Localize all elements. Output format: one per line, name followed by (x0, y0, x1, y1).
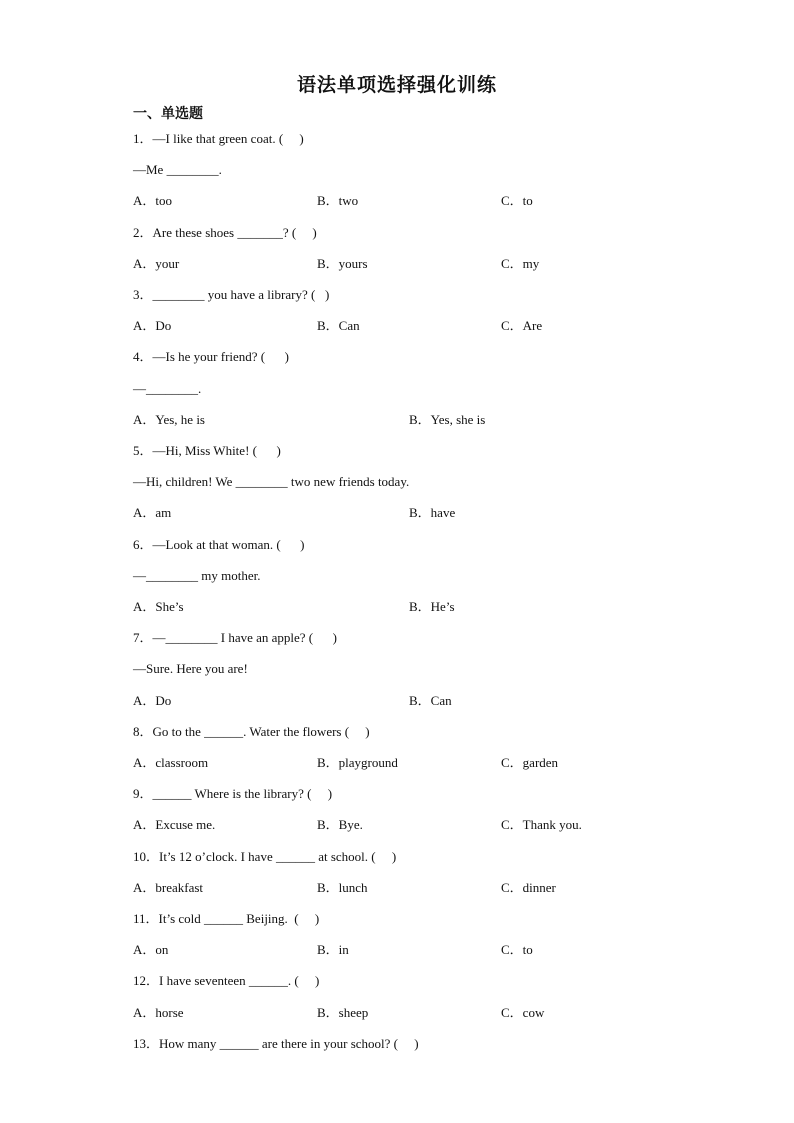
option-a[interactable]: A．breakfast (133, 880, 204, 895)
question-dialog: —________. (133, 381, 202, 396)
option-a[interactable]: A．Excuse me. (133, 817, 216, 832)
option-b[interactable]: B．two (317, 193, 359, 208)
option-b[interactable]: B．He’s (409, 599, 455, 614)
option-a[interactable]: A．Yes, he is (133, 412, 205, 427)
option-c[interactable]: C．Thank you. (501, 817, 582, 832)
question-stem: 9．______ Where is the library? ( ) (133, 786, 333, 801)
question-dialog: —Hi, children! We ________ two new friends today. (133, 474, 410, 489)
question-stem: 5．—Hi, Miss White! ( ) (133, 443, 281, 458)
option-b[interactable]: B．lunch (317, 880, 368, 895)
option-c[interactable]: C．dinner (501, 880, 556, 895)
option-a[interactable]: A．horse (133, 1005, 184, 1020)
option-c[interactable]: C．garden (501, 755, 559, 770)
option-c[interactable]: C．cow (501, 1005, 545, 1020)
option-b[interactable]: B．sheep (317, 1005, 369, 1020)
option-b[interactable]: B．yours (317, 256, 368, 271)
option-b[interactable]: B．Can (317, 318, 360, 333)
question-dialog: —Sure. Here you are! (133, 661, 248, 676)
question-stem: 7．—________ I have an apple? ( ) (133, 630, 337, 645)
option-a[interactable]: A．am (133, 505, 172, 520)
question-stem: 1．—I like that green coat. ( ) (133, 131, 304, 146)
option-b[interactable]: B．Can (409, 693, 452, 708)
option-b[interactable]: B．Yes, she is (409, 412, 486, 427)
question-dialog: —________ my mother. (133, 568, 261, 583)
option-a[interactable]: A．She’s (133, 599, 184, 614)
option-c[interactable]: C．my (501, 256, 540, 271)
question-stem: 2．Are these shoes _______? ( ) (133, 225, 317, 240)
option-a[interactable]: A．Do (133, 693, 172, 708)
option-c[interactable]: C．Are (501, 318, 543, 333)
option-b[interactable]: B．playground (317, 755, 398, 770)
option-b[interactable]: B．have (409, 505, 456, 520)
question-stem: 12．I have seventeen ______. ( ) (133, 973, 320, 988)
option-c[interactable]: C．to (501, 193, 533, 208)
question-stem: 11．It’s cold ______ Beijing. ( ) (133, 911, 320, 926)
section-heading: 一、单选题 (133, 106, 203, 122)
question-stem: 13．How many ______ are there in your school? ( ) (133, 1036, 419, 1051)
option-b[interactable]: B．Bye. (317, 817, 363, 832)
option-a[interactable]: A．your (133, 256, 180, 271)
option-c[interactable]: C．to (501, 942, 533, 957)
page-title: 语法单项选择强化训练 (296, 74, 497, 96)
question-stem: 10．It’s 12 o’clock. I have ______ at school. ( ) (133, 849, 397, 864)
option-a[interactable]: A．too (133, 193, 173, 208)
question-dialog: —Me ________. (133, 162, 222, 177)
option-a[interactable]: A．classroom (133, 755, 209, 770)
question-stem: 8．Go to the ______. Water the flowers ( ) (133, 724, 370, 739)
question-stem: 4．—Is he your friend? ( ) (133, 349, 289, 364)
question-stem: 6．—Look at that woman. ( ) (133, 537, 305, 552)
option-b[interactable]: B．in (317, 942, 349, 957)
option-a[interactable]: A．Do (133, 318, 172, 333)
question-stem: 3．________ you have a library? ( ) (133, 287, 330, 302)
option-a[interactable]: A．on (133, 942, 169, 957)
